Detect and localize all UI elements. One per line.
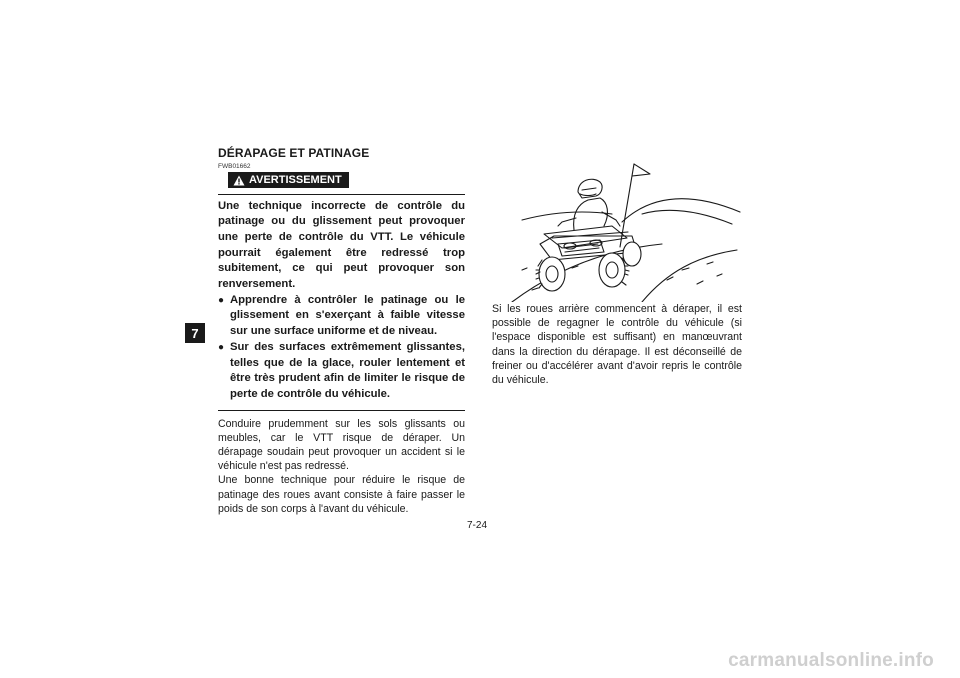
bullet-dot-icon: ● <box>218 341 225 353</box>
body-paragraph: Conduire prudemment sur les sols glissants ou meubles, car le VTT risque de déraper. Un dérapage soudain peut provoquer un accident si le véhicule n'est pas redressé. <box>218 417 465 473</box>
section-title: DÉRAPAGE ET PATINAGE <box>218 146 370 160</box>
left-column <box>218 146 465 516</box>
body-paragraph: Si les roues arrière commencent à déraper, il est possible de regagner le contrôle du véhicule (si l'espace disponible est suffisant) en manœuvrant dans la direction du dérapage. Il est déconseillé de freiner ou d'accélérer avant d'avoir repris le contrôle du véhicule. <box>492 303 742 387</box>
warning-bullet <box>218 340 465 403</box>
atv-rider-illustration <box>492 152 742 302</box>
body-paragraph: Une bonne technique pour réduire le risque de patinage des roues avant consiste à faire passer le poids de son corps à l'avant du véhicule. <box>218 474 465 515</box>
watermark-text: carmanualsonline.info <box>728 650 934 671</box>
warning-triangle-icon <box>233 175 245 186</box>
warning-bullet-text: Apprendre à contrôler le patinage ou le glissement en s'exerçant à faible vitesse sur une surface uniforme et de niveau. <box>230 293 465 338</box>
warning-bullet <box>218 293 465 340</box>
bullet-dot-icon: ● <box>218 294 225 306</box>
warning-bullet-text: Sur des surfaces extrêmement glissantes, telles que de la glace, rouler lentement et être très prudent afin de limiter le risque de perte de contrôle du véhicule. <box>230 340 465 400</box>
right-column <box>492 152 742 387</box>
chapter-tab: 7 <box>185 323 205 343</box>
warning-label: AVERTISSEMENT <box>249 174 342 186</box>
warning-box <box>218 194 465 411</box>
reference-code: FWB01662 <box>218 163 251 170</box>
warning-intro: Une technique incorrecte de contrôle du patinage ou du glissement peut provoquer une perte de contrôle du VTT. Le véhicule pourrait également être redressé trop subitement, ce qui peut provoquer son renversement. <box>218 199 465 291</box>
page-number: 7-24 <box>467 520 488 531</box>
warning-badge <box>228 172 349 188</box>
